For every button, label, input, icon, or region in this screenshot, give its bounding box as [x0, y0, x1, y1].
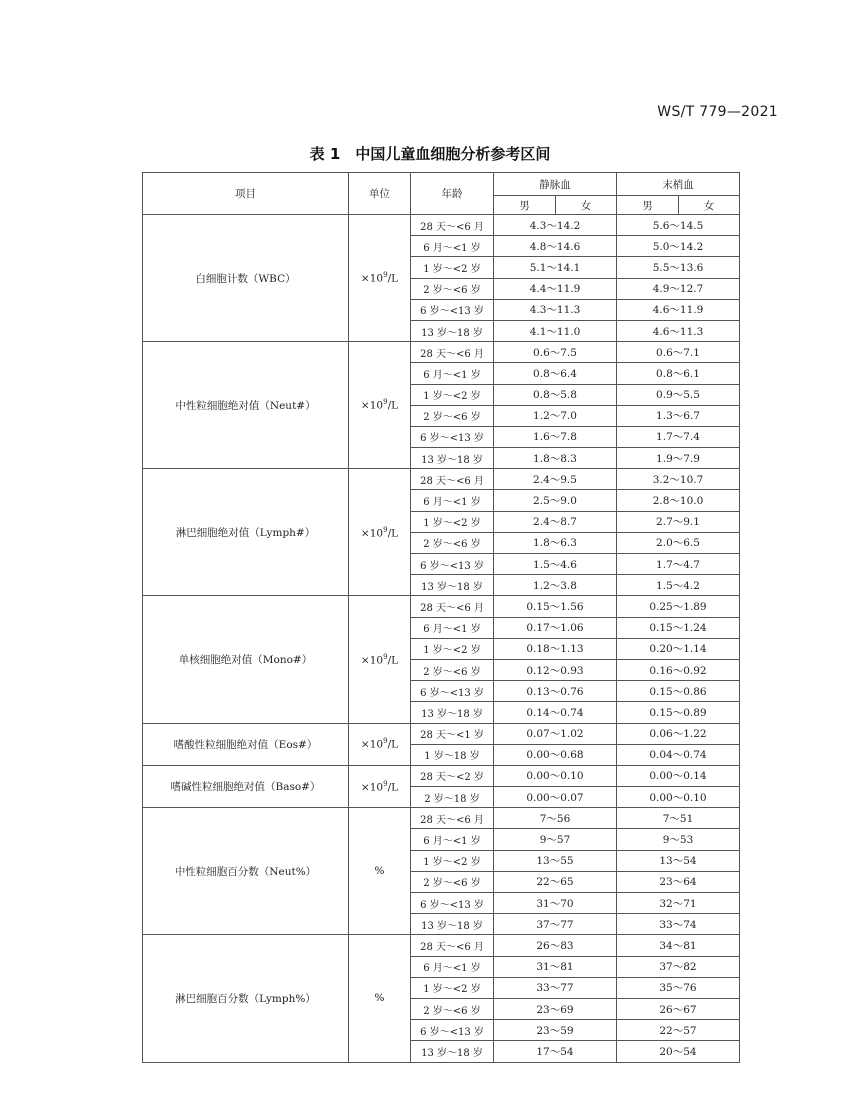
reference-interval-table	[142, 172, 740, 1063]
venous-value: 0.8～5.8	[494, 384, 617, 405]
age-range: 2 岁～<6 岁	[411, 532, 494, 553]
venous-value: 22～65	[494, 871, 617, 892]
table-row	[143, 808, 740, 829]
unit-exponent: 9	[383, 652, 388, 661]
unit-base: ×10	[360, 738, 384, 751]
venous-value: 0.00～0.68	[494, 744, 617, 765]
venous-value: 0.6～7.5	[494, 342, 617, 363]
venous-value: 2.5～9.0	[494, 490, 617, 511]
item-name: 淋巴细胞绝对值（Lymph#）	[143, 469, 349, 596]
age-range: 28 天～<2 岁	[411, 765, 494, 786]
venous-value: 5.1～14.1	[494, 257, 617, 278]
venous-value: 4.3～11.3	[494, 299, 617, 320]
capillary-value: 1.5～4.2	[617, 575, 740, 596]
venous-value: 4.3～14.2	[494, 215, 617, 236]
venous-value: 0.15～1.56	[494, 596, 617, 617]
age-range: 6 岁～<13 岁	[411, 1020, 494, 1041]
age-range: 2 岁～18 岁	[411, 787, 494, 808]
age-range: 13 岁～18 岁	[411, 448, 494, 469]
item-name: 中性粒细胞绝对值（Neut#）	[143, 342, 349, 469]
unit-cell	[349, 596, 411, 723]
header-capillary-male: 男	[617, 196, 679, 215]
age-range: 2 岁～<6 岁	[411, 405, 494, 426]
venous-value: 4.1～11.0	[494, 320, 617, 341]
capillary-value: 33～74	[617, 914, 740, 935]
venous-value: 13～55	[494, 850, 617, 871]
age-range: 28 天～<6 月	[411, 596, 494, 617]
capillary-value: 5.5～13.6	[617, 257, 740, 278]
capillary-value: 1.7～7.4	[617, 426, 740, 447]
age-range: 28 天～<1 岁	[411, 723, 494, 744]
venous-value: 1.6～7.8	[494, 426, 617, 447]
age-range: 1 岁～<2 岁	[411, 384, 494, 405]
venous-value: 1.8～8.3	[494, 448, 617, 469]
age-range: 13 岁～18 岁	[411, 575, 494, 596]
capillary-value: 5.6～14.5	[617, 215, 740, 236]
age-range: 6 月～<1 岁	[411, 956, 494, 977]
venous-value: 2.4～8.7	[494, 511, 617, 532]
age-range: 1 岁～<2 岁	[411, 638, 494, 659]
capillary-value: 0.00～0.14	[617, 765, 740, 786]
venous-value: 1.2～7.0	[494, 405, 617, 426]
table-title: 表 1 中国儿童血细胞分析参考区间	[309, 145, 551, 163]
venous-value: 31～81	[494, 956, 617, 977]
capillary-value: 1.9～7.9	[617, 448, 740, 469]
venous-value: 0.00～0.07	[494, 787, 617, 808]
unit-cell	[349, 935, 411, 1062]
capillary-value: 1.7～4.7	[617, 554, 740, 575]
unit-cell	[349, 469, 411, 596]
item-name: 单核细胞绝对值（Mono#）	[143, 596, 349, 723]
unit-tail: /L	[387, 738, 399, 751]
age-range: 13 岁～18 岁	[411, 320, 494, 341]
venous-value: 1.5～4.6	[494, 554, 617, 575]
age-range: 1 岁～<2 岁	[411, 850, 494, 871]
unit-base: ×10	[360, 272, 384, 285]
unit-exponent: 9	[383, 525, 388, 534]
age-range: 6 岁～<13 岁	[411, 299, 494, 320]
capillary-value: 7～51	[617, 808, 740, 829]
unit-base: ×10	[360, 527, 384, 540]
unit-tail: /L	[387, 399, 399, 412]
capillary-value: 0.04～0.74	[617, 744, 740, 765]
age-range: 13 岁～18 岁	[411, 914, 494, 935]
age-range: 6 月～<1 岁	[411, 363, 494, 384]
venous-value: 17～54	[494, 1041, 617, 1062]
capillary-value: 26～67	[617, 998, 740, 1019]
header-unit: 单位	[349, 173, 411, 215]
unit-exponent: 9	[383, 737, 388, 746]
venous-value: 0.07～1.02	[494, 723, 617, 744]
capillary-value: 0.15～1.24	[617, 617, 740, 638]
table-row	[143, 342, 740, 363]
table-row	[143, 935, 740, 956]
capillary-value: 32～71	[617, 893, 740, 914]
item-name: 嗜酸性粒细胞绝对值（Eos#）	[143, 723, 349, 765]
capillary-value: 3.2～10.7	[617, 469, 740, 490]
unit-exponent: 9	[383, 398, 388, 407]
venous-value: 23～59	[494, 1020, 617, 1041]
capillary-value: 23～64	[617, 871, 740, 892]
venous-value: 0.17～1.06	[494, 617, 617, 638]
capillary-value: 4.6～11.3	[617, 320, 740, 341]
capillary-value: 4.9～12.7	[617, 278, 740, 299]
age-range: 1 岁～<2 岁	[411, 977, 494, 998]
capillary-value: 20～54	[617, 1041, 740, 1062]
unit-tail: /L	[387, 272, 399, 285]
capillary-value: 2.7～9.1	[617, 511, 740, 532]
venous-value: 0.00～0.10	[494, 765, 617, 786]
age-range: 1 岁～<2 岁	[411, 257, 494, 278]
age-range: 6 岁～<13 岁	[411, 554, 494, 575]
unit-base: ×10	[360, 399, 384, 412]
venous-value: 0.13～0.76	[494, 681, 617, 702]
age-range: 6 月～<1 岁	[411, 829, 494, 850]
capillary-value: 13～54	[617, 850, 740, 871]
capillary-value: 2.8～10.0	[617, 490, 740, 511]
capillary-value: 0.8～6.1	[617, 363, 740, 384]
item-name: 淋巴细胞百分数（Lymph%）	[143, 935, 349, 1062]
age-range: 2 岁～<6 岁	[411, 998, 494, 1019]
age-range: 28 天～<6 月	[411, 342, 494, 363]
capillary-value: 9～53	[617, 829, 740, 850]
header-venous-female: 女	[556, 196, 617, 215]
table-row	[143, 723, 740, 744]
item-name: 白细胞计数（WBC）	[143, 215, 349, 342]
venous-value: 33～77	[494, 977, 617, 998]
capillary-value: 2.0～6.5	[617, 532, 740, 553]
age-range: 6 岁～<13 岁	[411, 681, 494, 702]
header-venous-male: 男	[494, 196, 556, 215]
item-name: 中性粒细胞百分数（Neut%）	[143, 808, 349, 935]
capillary-value: 0.20～1.14	[617, 638, 740, 659]
venous-value: 1.2～3.8	[494, 575, 617, 596]
age-range: 28 天～<6 月	[411, 469, 494, 490]
venous-value: 7～56	[494, 808, 617, 829]
capillary-value: 0.25～1.89	[617, 596, 740, 617]
capillary-value: 1.3～6.7	[617, 405, 740, 426]
venous-value: 23～69	[494, 998, 617, 1019]
capillary-value: 0.6～7.1	[617, 342, 740, 363]
age-range: 6 月～<1 岁	[411, 617, 494, 638]
unit-base: %	[374, 865, 385, 878]
header-venous: 静脉血	[494, 173, 617, 196]
venous-value: 0.18～1.13	[494, 638, 617, 659]
age-range: 2 岁～<6 岁	[411, 871, 494, 892]
capillary-value: 37～82	[617, 956, 740, 977]
capillary-value: 22～57	[617, 1020, 740, 1041]
table-row	[143, 765, 740, 786]
age-range: 13 岁～18 岁	[411, 702, 494, 723]
age-range: 6 月～<1 岁	[411, 236, 494, 257]
header-capillary-female: 女	[679, 196, 740, 215]
venous-value: 0.14～0.74	[494, 702, 617, 723]
age-range: 1 岁～18 岁	[411, 744, 494, 765]
capillary-value: 0.15～0.89	[617, 702, 740, 723]
capillary-value: 0.06～1.22	[617, 723, 740, 744]
venous-value: 37～77	[494, 914, 617, 935]
header-age: 年龄	[411, 173, 494, 215]
capillary-value: 5.0～14.2	[617, 236, 740, 257]
unit-tail: /L	[387, 527, 399, 540]
age-range: 28 天～<6 月	[411, 215, 494, 236]
unit-tail: /L	[387, 654, 399, 667]
age-range: 13 岁～18 岁	[411, 1041, 494, 1062]
age-range: 28 天～<6 月	[411, 935, 494, 956]
venous-value: 4.8～14.6	[494, 236, 617, 257]
unit-cell	[349, 342, 411, 469]
unit-cell	[349, 723, 411, 765]
table-row	[143, 596, 740, 617]
venous-value: 2.4～9.5	[494, 469, 617, 490]
unit-tail: /L	[387, 781, 399, 794]
venous-value: 0.8～6.4	[494, 363, 617, 384]
venous-value: 1.8～6.3	[494, 532, 617, 553]
capillary-value: 4.6～11.9	[617, 299, 740, 320]
unit-cell	[349, 215, 411, 342]
unit-base: ×10	[360, 654, 384, 667]
venous-value: 0.12～0.93	[494, 659, 617, 680]
unit-base: %	[374, 992, 385, 1005]
age-range: 6 岁～<13 岁	[411, 426, 494, 447]
standard-code: WS/T 779—2021	[657, 104, 778, 120]
unit-exponent: 9	[383, 271, 388, 280]
unit-cell	[349, 808, 411, 935]
capillary-value: 34～81	[617, 935, 740, 956]
age-range: 6 岁～<13 岁	[411, 893, 494, 914]
capillary-value: 0.9～5.5	[617, 384, 740, 405]
table-row	[143, 469, 740, 490]
age-range: 2 岁～<6 岁	[411, 659, 494, 680]
item-name: 嗜碱性粒细胞绝对值（Baso#）	[143, 765, 349, 807]
unit-base: ×10	[360, 781, 384, 794]
table-row	[143, 215, 740, 236]
capillary-value: 35～76	[617, 977, 740, 998]
unit-cell	[349, 765, 411, 807]
capillary-value: 0.15～0.86	[617, 681, 740, 702]
capillary-value: 0.00～0.10	[617, 787, 740, 808]
venous-value: 9～57	[494, 829, 617, 850]
age-range: 6 月～<1 岁	[411, 490, 494, 511]
age-range: 28 天～<6 月	[411, 808, 494, 829]
venous-value: 31～70	[494, 893, 617, 914]
age-range: 1 岁～<2 岁	[411, 511, 494, 532]
age-range: 2 岁～<6 岁	[411, 278, 494, 299]
venous-value: 4.4～11.9	[494, 278, 617, 299]
unit-exponent: 9	[383, 779, 388, 788]
venous-value: 26～83	[494, 935, 617, 956]
header-item: 项目	[143, 173, 349, 215]
table-body	[143, 215, 740, 1063]
capillary-value: 0.16～0.92	[617, 659, 740, 680]
header-capillary: 末梢血	[617, 173, 740, 196]
